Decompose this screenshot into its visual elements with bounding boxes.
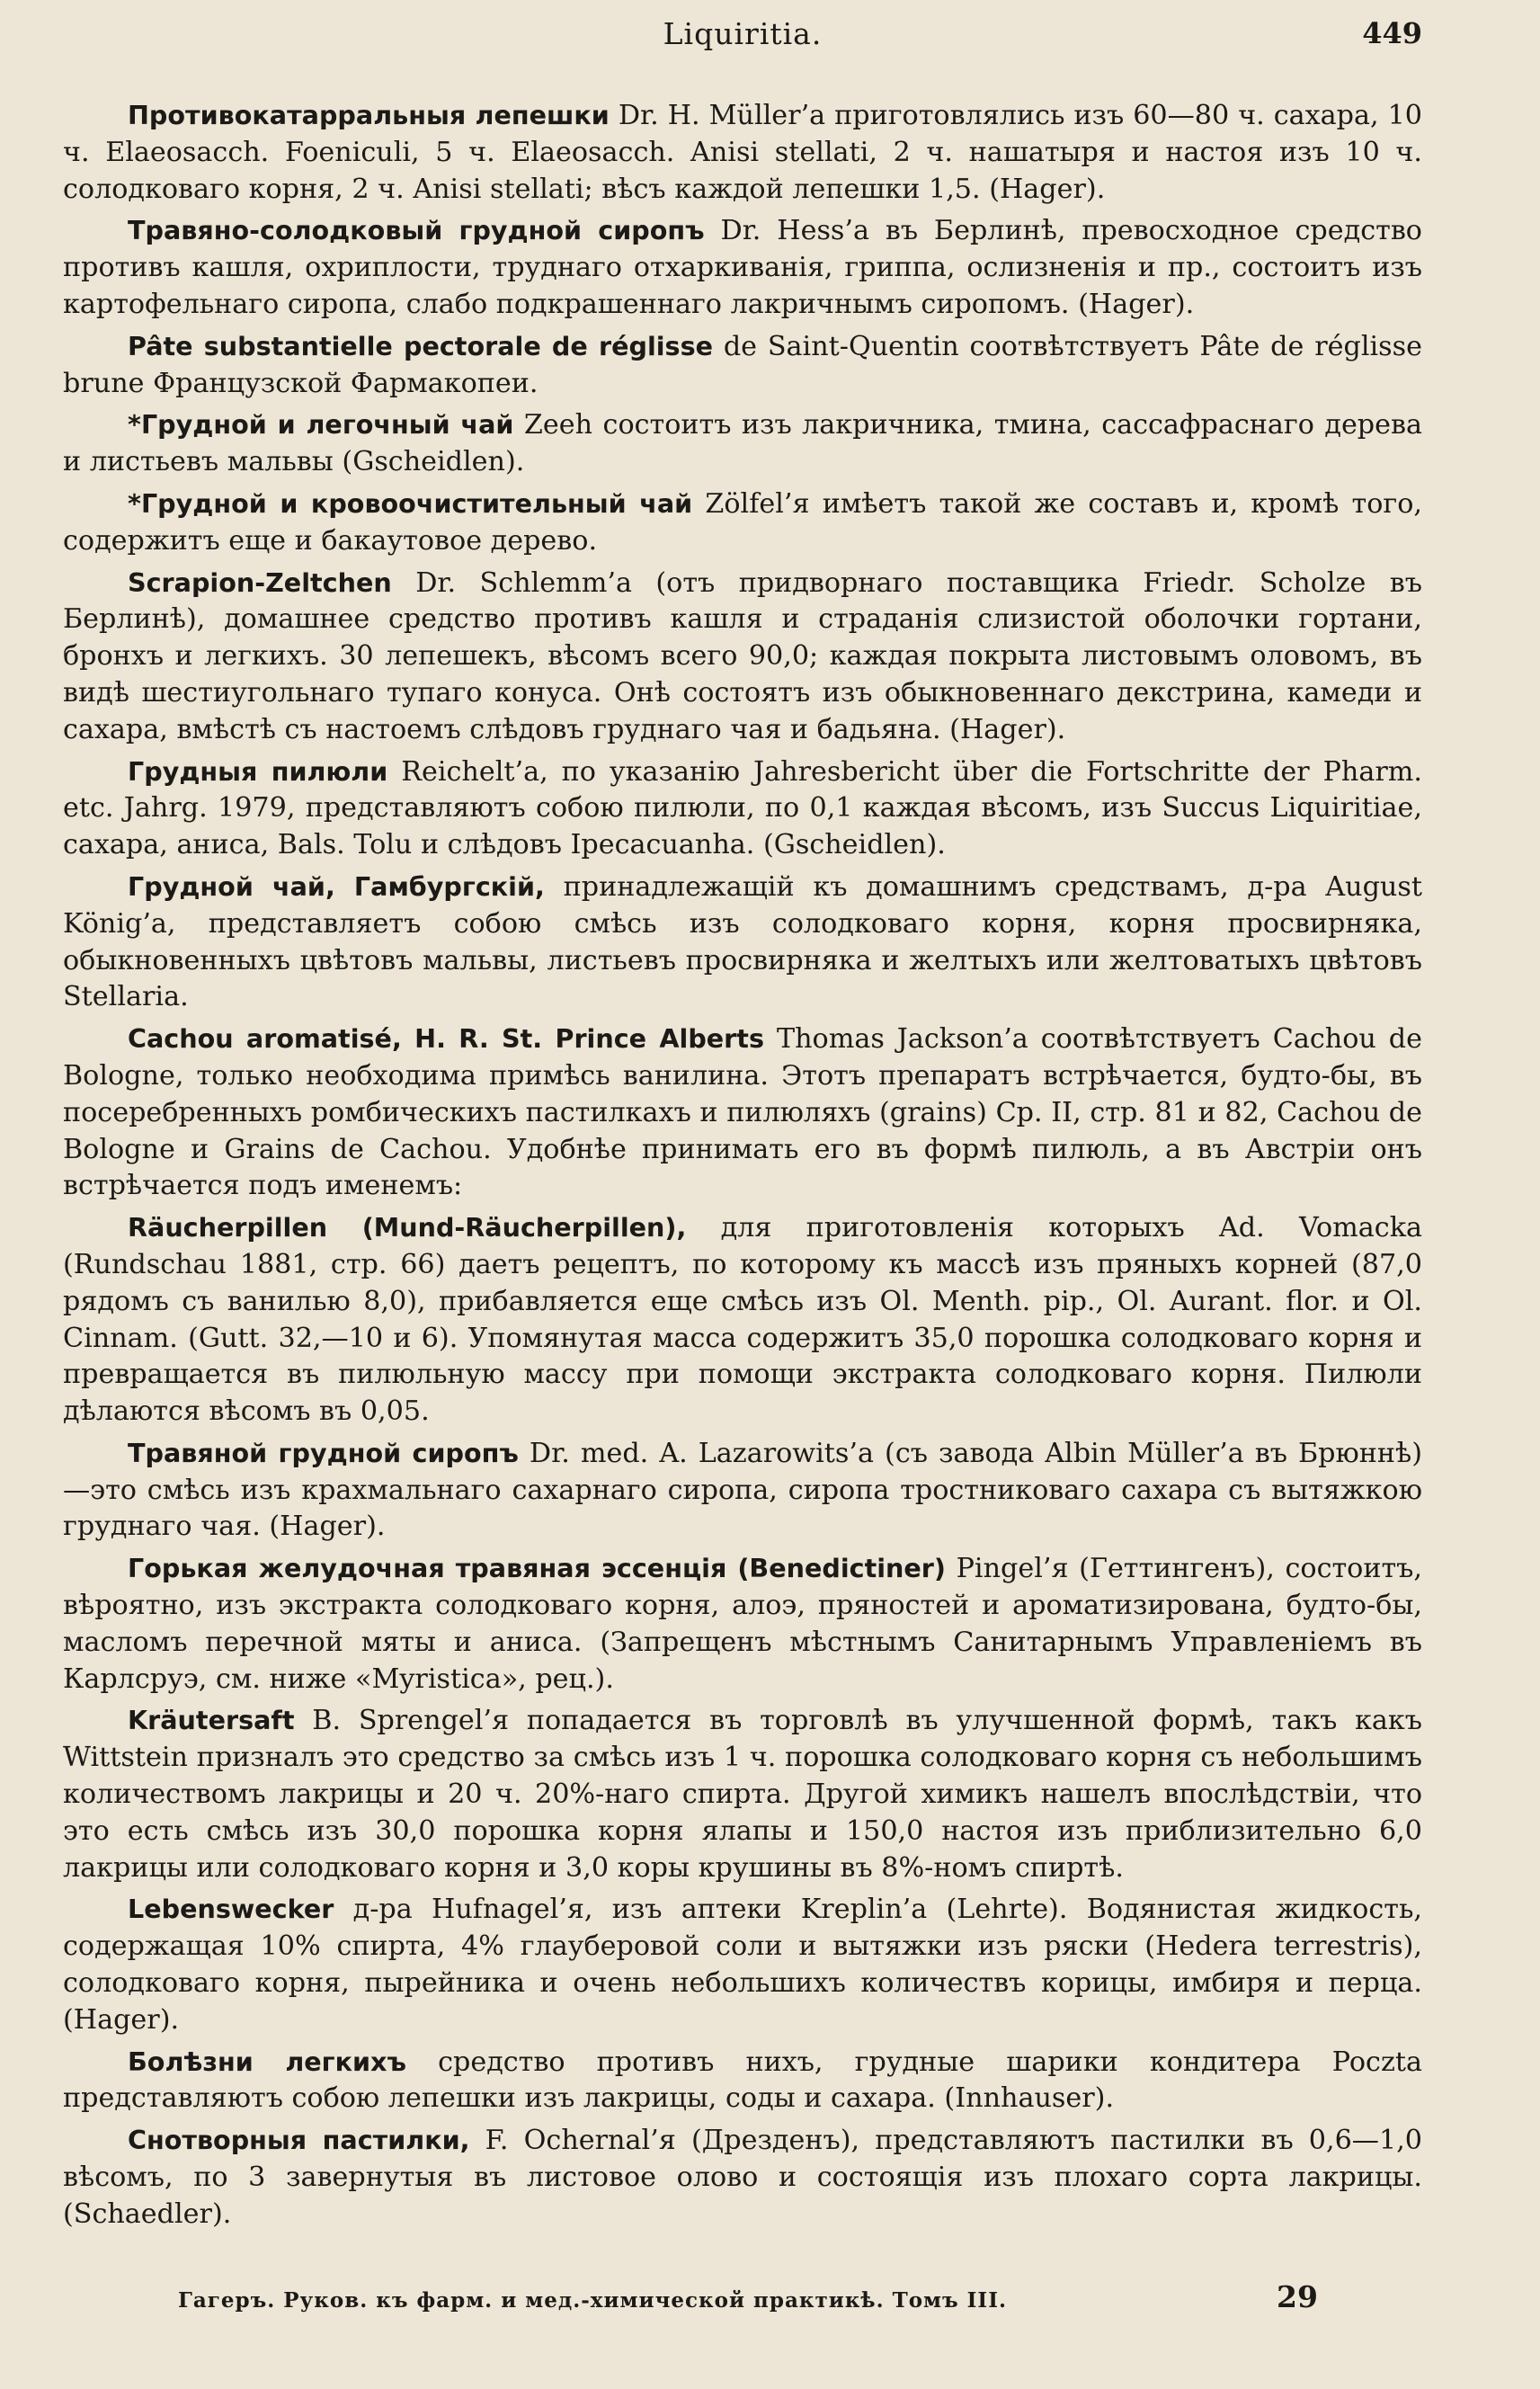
entry-11 xyxy=(63,1435,1422,1546)
entry-2 xyxy=(63,212,1422,323)
entry-body: Zölfel’я имѣетъ такой же составъ и, кромѣ того, содержитъ еще и бакаутовое дерево. xyxy=(63,487,1422,557)
entry-term: Cachou aromatisé, H. R. St. Prince Alberts xyxy=(128,1023,764,1055)
entry-body: Zeeh состоитъ изъ лакричника, тмина, сассафраснаго дерева и листьевъ мальвы (Gscheidlen). xyxy=(63,409,1422,478)
signature-mark: 29 xyxy=(1277,2279,1318,2314)
entry-body: Dr. H. Müller’a приготовлялись изъ 60—80 ч. сахара, 10 ч. Elaeosacch. Foeniculi, 5 ч. Elaeosacch. Anisi stellati, 2 ч. нашатыря и настоя изъ 10 ч. солодковаго корня, 2 ч. Anisi stellati; вѣсъ каждой лепешки 1,5. (Hager). xyxy=(63,100,1422,205)
entry-body: средство противъ нихъ, грудные шарики кондитера Poczta представляютъ собою лепешки изъ лакрицы, соды и сахара. (Innhauser). xyxy=(63,2046,1422,2115)
entry-body: для приготовленія которыхъ Ad. Vomacka (Rundschau 1881, стр. 66) даетъ рецептъ, по которому къ массѣ изъ пряныхъ корней (87,0 рядомъ съ ванилью 8,0), прибавляется еще смѣсь изъ Ol. Menth. pip., Ol. Aurant. flor. и Ol. Cinnam. (Gutt. 32,—10 и 6). Упомянутая масса содержитъ 35,0 порошка солодковаго корня и превращается въ пилюльную массу при помощи экстракта солодковаго корня. Пилюли дѣлаются вѣсомъ въ 0,05. xyxy=(63,1212,1422,1428)
entry-body: Dr. med. A. Lazarowits’a (съ завода Albin Müller’a въ Брюннѣ)—это смѣсь изъ крахмальнаго сахарнаго сиропа, сиропа тростниковаго сахара съ вытяжкою груднаго чая. (Hager). xyxy=(63,1437,1422,1543)
entry-3 xyxy=(63,328,1422,403)
page-header xyxy=(63,16,1422,61)
entry-term: Räucherpillen (Mund-Räucherpillen), xyxy=(128,1212,687,1244)
entry-6 xyxy=(63,565,1422,749)
entry-body: Dr. Schlemm’a (отъ придворнаго поставщика Friedr. Scholze въ Берлинѣ), домашнее средство противъ кашля и страданія слизистой оболочки гортани, бронхъ и легкихъ. 30 лепешекъ, вѣсомъ всего 90,0; каждая покрыта листовымъ оловомъ, въ видѣ шестиугольнаго тупаго конуса. Онѣ состоятъ изъ обыкновеннаго декстрина, камеди и сахара, вмѣстѣ съ настоемъ слѣдовъ груднаго чая и бадьяна. (Hager). xyxy=(63,566,1422,745)
entry-body: Pingel’я (Геттингенъ), состоитъ, вѣроятно, изъ экстракта солодковаго корня, алоэ, пряностей и ароматизирована, будто-бы, масломъ перечной мяты и аниса. (Запрещенъ мѣстнымъ Санитарнымъ Управленіемъ въ Карлсруэ, см. ниже «Myristica», рец.). xyxy=(63,1553,1422,1695)
entry-body: de Saint-Quentin соотвѣтствуетъ Pâte de réglisse brune Французской Фармакопеи. xyxy=(63,330,1422,399)
page-number: 449 xyxy=(1362,16,1422,50)
entry-term: Scrapion-Zeltchen xyxy=(128,566,392,598)
entry-4 xyxy=(63,406,1422,481)
entry-10 xyxy=(63,1209,1422,1431)
entry-15 xyxy=(63,2044,1422,2118)
entry-body: Reichelt’a, по указанію Jahresbericht über die Fortschritte der Pharm. etc. Jahrg. 1979, представляютъ собою пилюли, по 0,1 каждая вѣсомъ, изъ Succus Liquiritiae, сахара, аниса, Bals. Tolu и слѣдовъ Ipecacuanha. (Gscheidlen). xyxy=(63,755,1422,861)
entry-body: F. Ochernal’я (Дрезденъ), представляютъ пастилки въ 0,6—1,0 вѣсомъ, по 3 завернутыя въ листовое олово и состоящія изъ плохаго сорта лакрицы. (Schaedler). xyxy=(63,2125,1423,2230)
entry-term: Болѣзни легкихъ xyxy=(128,2046,406,2077)
entry-term: Грудной чай, Гамбургскій, xyxy=(128,870,545,902)
running-title: Liquiritia. xyxy=(663,16,823,51)
entry-7 xyxy=(63,753,1422,864)
entry-8 xyxy=(63,869,1422,1016)
entry-term: Lebenswecker xyxy=(128,1894,334,1925)
entry-term: *Грудной и кровоочистительный чай xyxy=(128,487,693,519)
entry-body: д-ра Hufnagel’я, изъ аптеки Kreplin’a (Lehrte). Водянистая жидкость, содержащая 10% спирта, 4% глауберовой соли и вытяжки изъ ряски (Hedera terrestris), солодковаго корня, пырейника и очень небольшихъ количествъ корицы, имбиря и перца. (Hager). xyxy=(63,1894,1422,2036)
page-footer xyxy=(63,2279,1422,2324)
footer-imprint: Гагеръ. Руков. къ фарм. и мед.-химической практикѣ. Томъ III. xyxy=(178,2288,1007,2313)
entry-term: Противокатарральныя лепешки xyxy=(128,100,610,130)
entry-term: *Грудной и легочный чай xyxy=(128,409,514,441)
entry-13 xyxy=(63,1702,1422,1886)
entry-12 xyxy=(63,1550,1422,1698)
entry-body: B. Sprengel’я попадается въ торговлѣ въ улучшенной формѣ, такъ какъ Wittstein призналъ это средство за смѣсь изъ 1 ч. порошка солодковаго корня съ небольшимъ количествомъ лакрицы и 20 ч. 20%-наго спирта. Другой химикъ нашелъ впослѣдствіи, что это есть смѣсь изъ 30,0 порошка корня ялапы и 150,0 настоя изъ приблизительно 6,0 лакрицы или солодковаго корня и 3,0 коры крушины въ 8%-номъ спиртѣ. xyxy=(63,1705,1422,1884)
entry-term: Травяной грудной сиропъ xyxy=(128,1437,519,1468)
entry-term: Снотворныя пастилки, xyxy=(128,2125,470,2156)
entry-5 xyxy=(63,486,1422,560)
entry-body: Dr. Hess’a въ Берлинѣ, превосходное средство противъ кашля, охриплости, труднаго отхаркиванія, гриппа, ослизненія и пр., состоитъ изъ картофельнаго сиропа, слабо подкрашеннаго лакричнымъ сиропомъ. (Hager). xyxy=(63,215,1422,320)
entry-term: Pâte substantielle pectorale de réglisse xyxy=(128,330,713,361)
entry-16 xyxy=(63,2122,1422,2233)
entry-1 xyxy=(63,97,1422,208)
entry-term: Kräutersaft xyxy=(128,1705,295,1736)
entry-body: принадлежащій къ домашнимъ средствамъ, д-ра August König’a, представляетъ собою смѣсь изъ солодковаго корня, корня просвирняка, обыкновенныхъ цвѣтовъ мальвы, листьевъ просвирняка и желтыхъ или желтоватыхъ цвѣтовъ Stellaria. xyxy=(63,870,1423,1013)
entry-14 xyxy=(63,1891,1422,2038)
entry-term: Горькая желудочная травяная эссенція (Benedictiner) xyxy=(128,1553,946,1584)
entry-term: Травяно-солодковый грудной сиропъ xyxy=(128,215,705,246)
entry-9 xyxy=(63,1021,1422,1205)
page-content xyxy=(63,97,1422,2238)
entry-body: Thomas Jackson’a соотвѣтствуетъ Cachou de Bologne, только необходима примѣсь ванилина. Этотъ препаратъ встрѣчается, будто-бы, въ посеребренныхъ ромбическихъ пастилкахъ и пилюляхъ (grains) Ср. II, стр. 81 и 82, Cachou de Bologne и Grains de Cachou. Удобнѣе принимать его въ формѣ пилюль, а въ Австріи онъ встрѣчается подъ именемъ: xyxy=(63,1023,1422,1202)
entry-term: Грудныя пилюли xyxy=(128,755,388,787)
